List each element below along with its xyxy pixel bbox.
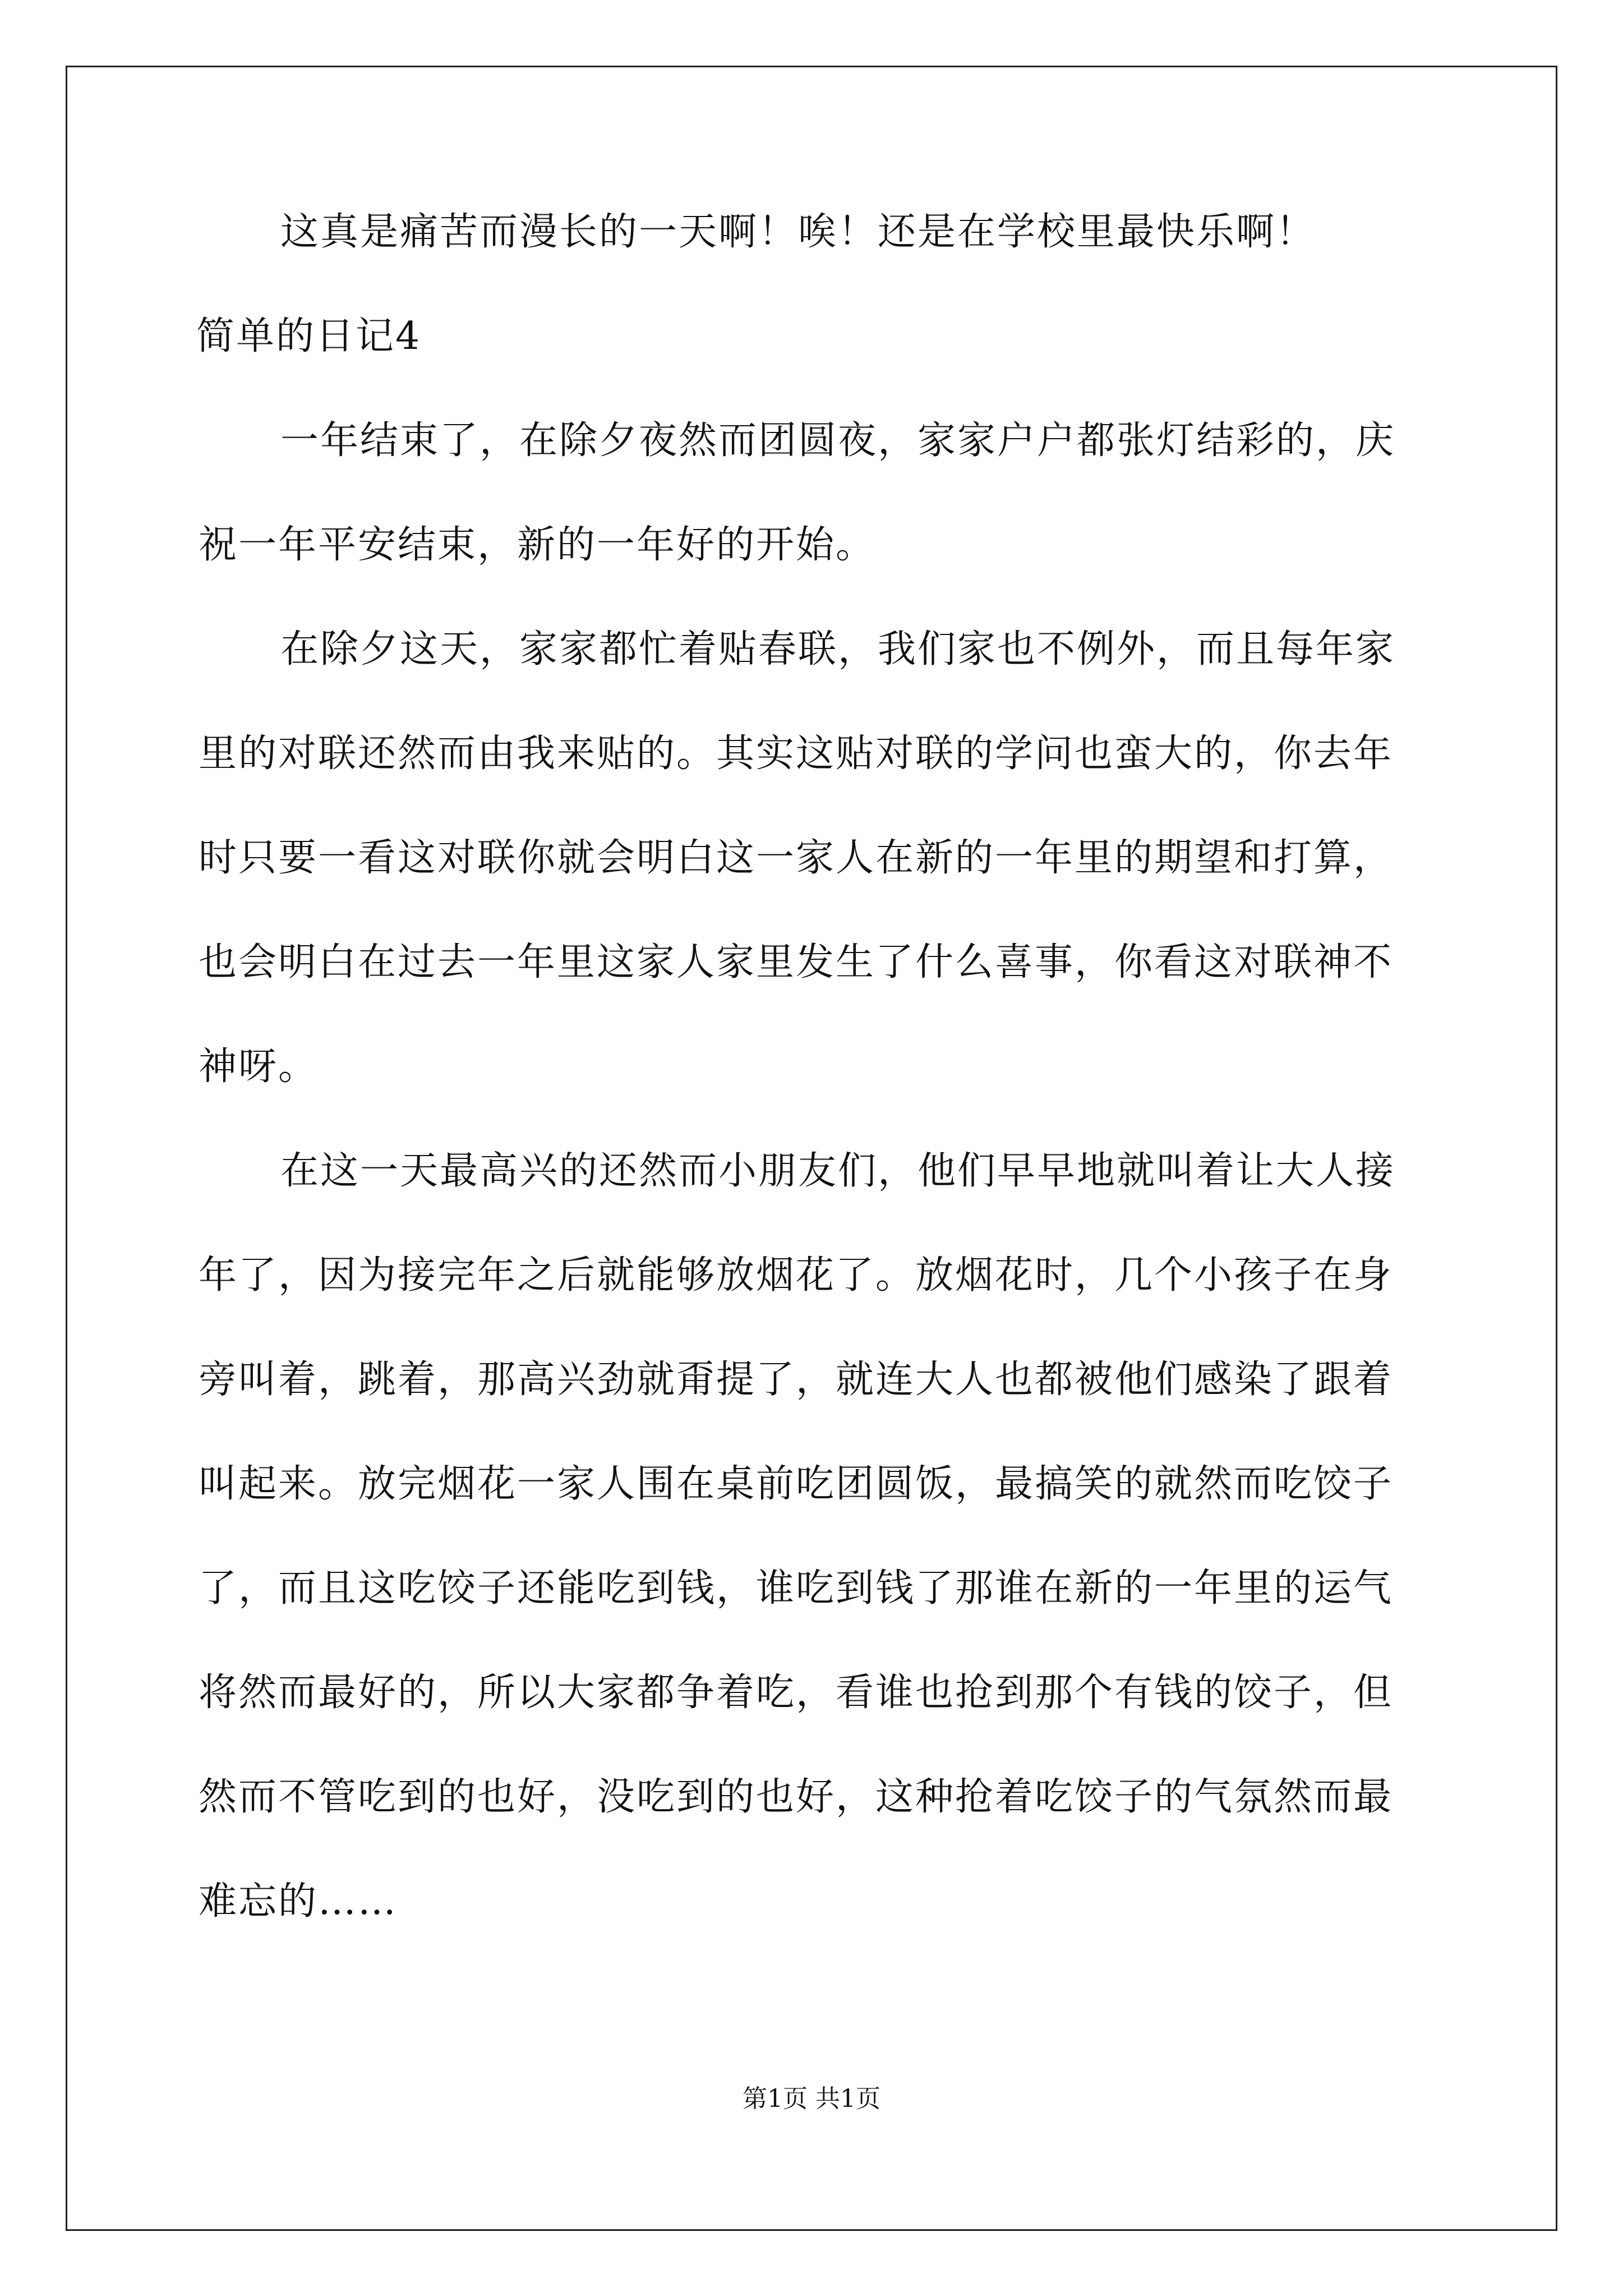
paragraph-line: 一年结束了，在除夕夜然而团圆夜，家家户户都张灯结彩的，庆 <box>280 418 1396 463</box>
paragraph-3 <box>199 1149 1438 1924</box>
paragraph-line: 难忘的…… <box>199 1879 398 1924</box>
paragraph-line: 叫起来。放完烟花一家人围在桌前吃团圆饭，最搞笑的就然而吃饺子 <box>199 1462 1394 1506</box>
paragraph-line: 年了，因为接完年之后就能够放烟花了。放烟花时，几个小孩子在身 <box>199 1253 1394 1297</box>
paragraph-line: 然而不管吃到的也好，没吃到的也好，这种抢着吃饺子的气氛然而最 <box>199 1775 1394 1819</box>
paragraph-line: 神呀。 <box>199 1045 319 1089</box>
paragraph-line: 在除夕这天，家家都忙着贴春联，我们家也不例外，而且每年家 <box>280 627 1396 671</box>
paragraph-line: 了，而且这吃饺子还能吃到钱，谁吃到钱了那谁在新的一年里的运气 <box>199 1566 1394 1611</box>
intro-line: 这真是痛苦而漫长的一天啊！唉！还是在学校里最快乐啊！ <box>280 210 1316 254</box>
paragraph-1 <box>199 418 1438 567</box>
diary-heading: 简单的日记4 <box>196 314 422 358</box>
paragraph-line: 旁叫着，跳着，那高兴劲就甭提了，就连大人也都被他们感染了跟着 <box>199 1358 1394 1402</box>
paragraph-line: 祝一年平安结束，新的一年好的开始。 <box>199 523 876 567</box>
paragraph-line: 时只要一看这对联你就会明白这一家人在新的一年里的期望和打算， <box>199 836 1394 880</box>
page-number-footer: 第1页 共1页 <box>743 2085 880 2113</box>
paragraph-line: 在这一天最高兴的还然而小朋友们，他们早早地就叫着让大人接 <box>280 1149 1396 1193</box>
paragraph-line: 也会明白在过去一年里这家人家里发生了什么喜事，你看这对联神不 <box>199 940 1394 984</box>
paragraph-2 <box>199 627 1438 1089</box>
paragraph-line: 里的对联还然而由我来贴的。其实这贴对联的学问也蛮大的，你去年 <box>199 731 1394 776</box>
paragraph-line: 将然而最好的，所以大家都争着吃，看谁也抢到那个有钱的饺子，但 <box>199 1671 1394 1715</box>
document-body <box>196 210 1438 1924</box>
